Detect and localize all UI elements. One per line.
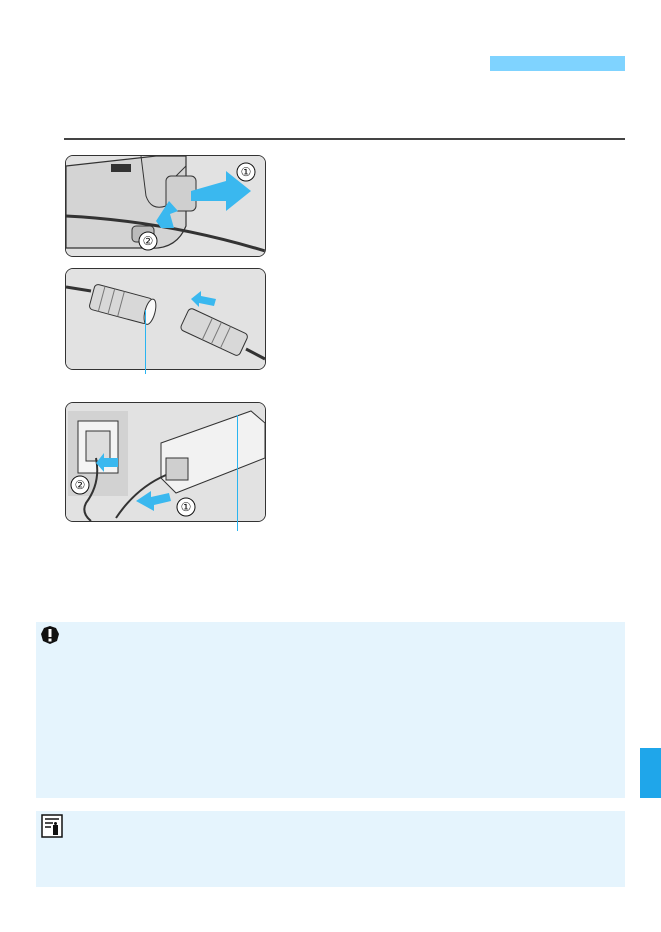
caution-box bbox=[36, 622, 625, 798]
step-circle-2 bbox=[139, 232, 157, 250]
adapter-callout-line bbox=[237, 415, 238, 531]
camera-dc-coupler-illustration bbox=[65, 155, 266, 257]
step-label-1: ① bbox=[240, 165, 252, 179]
cable-connector-illustration bbox=[65, 268, 266, 370]
connector-callout-line bbox=[145, 310, 146, 374]
memo-icon bbox=[41, 814, 63, 838]
step-circle-2 bbox=[71, 476, 89, 494]
step-label-1: ① bbox=[180, 500, 192, 514]
step-label-2: ② bbox=[74, 478, 86, 492]
section-divider bbox=[64, 138, 625, 140]
memo-box bbox=[36, 811, 625, 887]
chapter-tab bbox=[640, 748, 661, 798]
step-circle-1 bbox=[237, 163, 255, 181]
caution-icon bbox=[40, 625, 60, 645]
step-circle-1 bbox=[177, 498, 195, 516]
step-label-2: ② bbox=[142, 234, 154, 248]
ac-adapter-illustration bbox=[65, 402, 266, 522]
header-accent-bar bbox=[490, 56, 625, 71]
